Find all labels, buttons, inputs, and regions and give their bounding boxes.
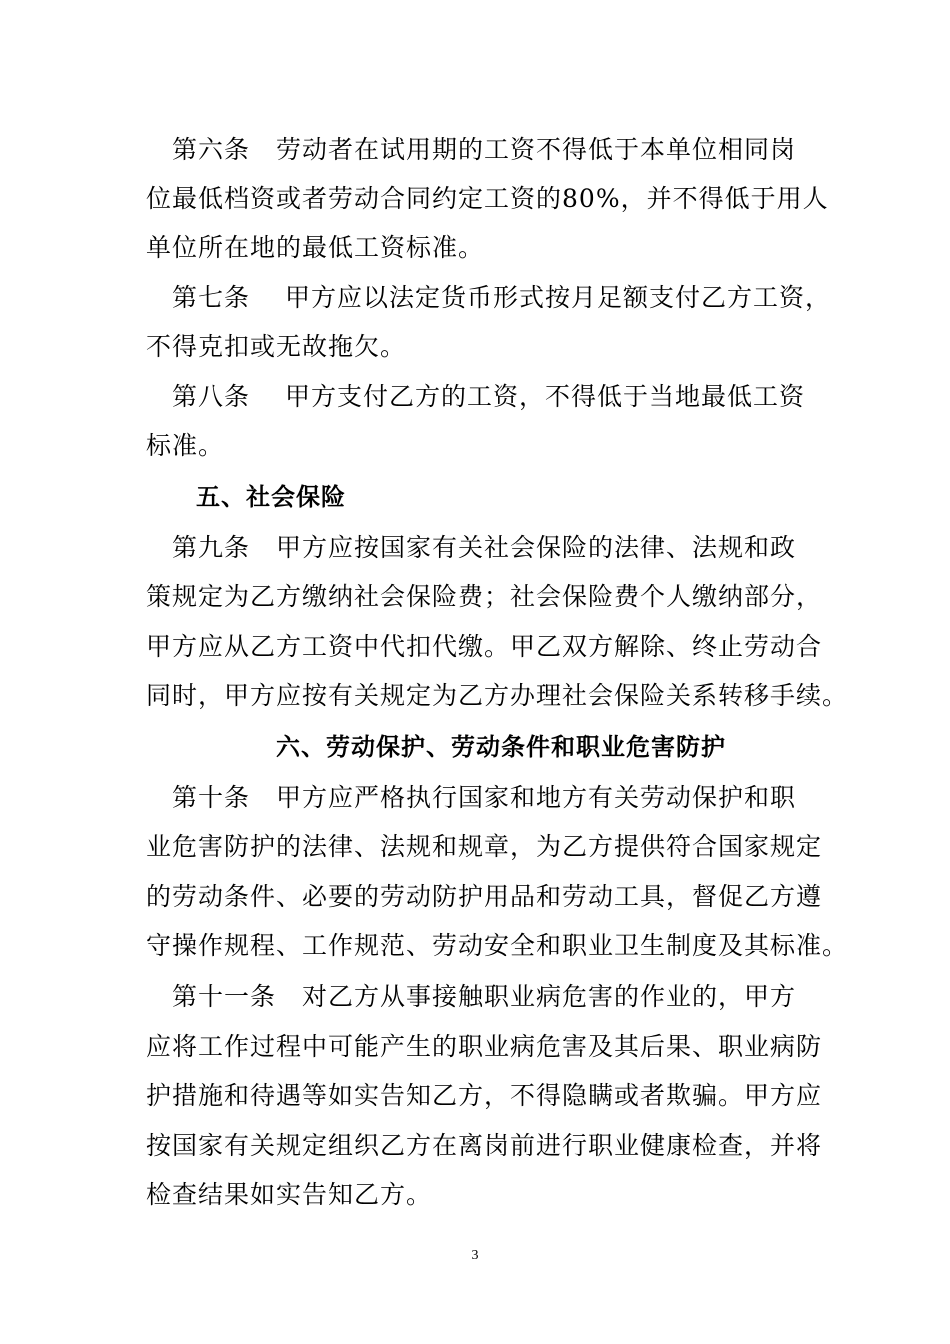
text-line: 第八条 甲方支付乙方的工资，不得低于当地最低工资 (146, 382, 805, 411)
text-line: 第七条 甲方应以法定货币形式按月足额支付乙方工资， (146, 283, 831, 312)
text-line: 不得克扣或无故拖欠。 (146, 332, 407, 361)
text-line: 标准。 (146, 431, 225, 460)
text-line: 按国家有关规定组织乙方在离岗前进行职业健康检查，并将 (146, 1131, 823, 1160)
text-line: 应将工作过程中可能产生的职业病危害及其后果、职业病防 (146, 1032, 823, 1061)
text-line: 检查结果如实告知乙方。 (146, 1180, 433, 1209)
text-line: 甲方应从乙方工资中代扣代缴。甲乙双方解除、终止劳动合 (146, 632, 823, 661)
text-line: 第十一条 对乙方从事接触职业病危害的作业的，甲方 (146, 982, 797, 1011)
text-line: 同时，甲方应按有关规定为乙方办理社会保险关系转移手续。 (146, 681, 849, 710)
text-line: 策规定为乙方缴纳社会保险费；社会保险费个人缴纳部分， (146, 582, 823, 611)
text-line: 业危害防护的法律、法规和规章，为乙方提供符合国家规定 (146, 832, 823, 861)
text-line: 单位所在地的最低工资标准。 (146, 233, 485, 262)
text-line: 第六条 劳动者在试用期的工资不得低于本单位相同岗 (146, 135, 797, 164)
text-line: 的劳动条件、必要的劳动防护用品和劳动工具，督促乙方遵 (146, 882, 823, 911)
text-line: 第九条 甲方应按国家有关社会保险的法律、法规和政 (146, 533, 797, 562)
text-line: 第十条 甲方应严格执行国家和地方有关劳动保护和职 (146, 783, 797, 812)
text-line: 位最低档资或者劳动合同约定工资的80%，并不得低于用人 (146, 184, 829, 213)
section-heading: 五、社会保险 (146, 483, 346, 511)
page-number: 3 (471, 1248, 479, 1263)
text-line: 护措施和待遇等如实告知乙方，不得隐瞒或者欺骗。甲方应 (146, 1081, 823, 1110)
section-heading: 六、劳动保护、劳动条件和职业危害防护 (276, 733, 726, 761)
text-line: 守操作规程、工作规范、劳动安全和职业卫生制度及其标准。 (146, 931, 849, 960)
